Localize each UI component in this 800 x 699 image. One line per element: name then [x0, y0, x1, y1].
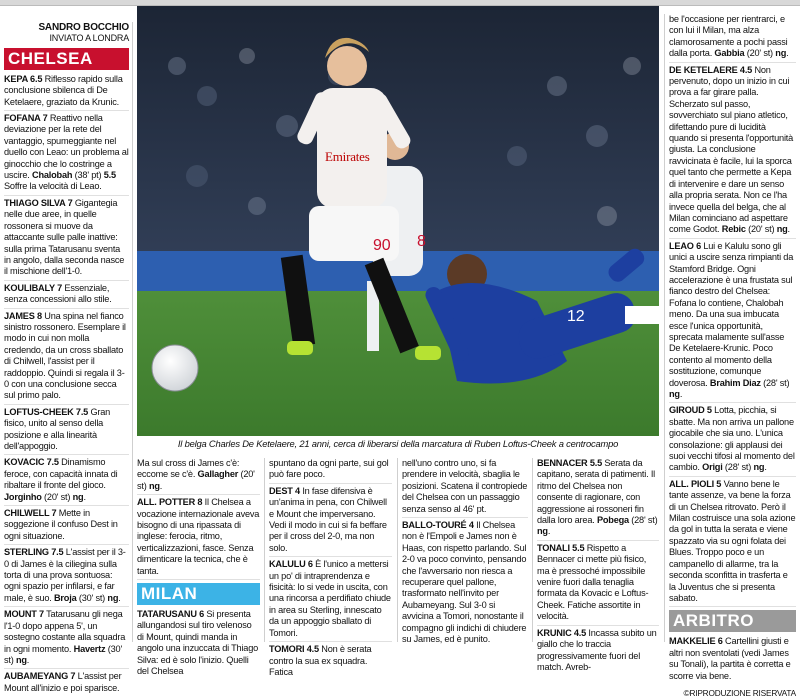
rating-text: (20' st): [41, 491, 73, 502]
player-rating: [4, 198, 129, 281]
player-rating: [4, 609, 129, 669]
ratings-list: [669, 14, 796, 684]
player-rating: [402, 520, 528, 647]
player-name-rating: STERLING 7.5: [4, 547, 64, 558]
column-rule: [532, 458, 533, 642]
rating-text: L'assist per il 3-0 di James è la ciliegina sulla torta di una prova sontuosa: ogni spazio per infilarsi, e far male, è suo.: [4, 547, 126, 603]
photo-shirt-sponsor: Emirates: [325, 149, 370, 164]
player-name-rating: CHILWELL 7: [4, 508, 57, 519]
rating-text: Essenziale, senza concessioni allo stile.: [4, 282, 112, 305]
player-name-rating: LOFTUS-CHEEK 7.5: [4, 406, 89, 417]
player-name-rating: ALL. PIOLI 5: [669, 478, 722, 489]
ratings-list: [537, 458, 659, 675]
rating-text: .: [679, 389, 683, 399]
rating-text: Non pervenuto, dopo un inizio in cui prova a far girare palla. Scherzato sul passo, sovverchiato sul piano atletico, difettando pure di lucidità quando si presenta l'opportunità giusta. La conclusione ravvicinata è facile, lui la sporca quel tanto che permette a Kepa di intervenire e dare un senso alla propria serata. Non ce l'ha invece quella del belga, che al Milan cominciano ad aspettare come Godot.: [669, 64, 794, 235]
column-1: [4, 22, 129, 693]
rating-text: .: [26, 654, 30, 665]
substitute-info: Chalobah: [32, 170, 73, 181]
player-name-rating: LEAO 6: [669, 240, 701, 251]
substitute-info: ng: [776, 224, 788, 235]
rating-text: (38' pt): [72, 170, 104, 181]
substitute-info: ng: [775, 48, 787, 59]
substitute-info: Gallagher: [197, 469, 239, 480]
ratings-list: [4, 74, 129, 696]
rating-text: Gran fisico, unito al senso della posizione e alla linearità dell'appoggio.: [4, 406, 111, 451]
column-5: [537, 458, 659, 672]
player-rating: [537, 628, 659, 676]
player-name-rating: THIAGO SILVA 7: [4, 197, 73, 208]
rating-text: Vanno bene le tante assenze, va bene la forza di un Chelsea ritrovato. Però il Milan costruisce una sola azione da gol in tutta la serata e viene spazzato via su ogni folata dei Blues. Troppo poco e un campanello di allarme, tra la seconda sconfitta in trasferta e la Juventus che si presenta sabato.: [669, 478, 796, 603]
player-rating: [669, 65, 796, 239]
player-rating: [269, 559, 392, 642]
rating-text: .: [764, 462, 767, 473]
rating-text: Non è serata contro la sua ex squadra. Fatica: [269, 644, 372, 677]
substitute-info: 5.5: [103, 170, 116, 181]
photo-number-chelsea: 12: [567, 308, 585, 325]
photo-illustration: [137, 6, 659, 436]
photo-caption: Il belga Charles De Ketelaere, 21 anni, cerca di liberarsi della marcatura di Ruben Loftus-Cheek a centrocampo: [177, 438, 619, 449]
player-name-rating: KRUNIC 4.5: [537, 627, 587, 638]
column-6: [669, 14, 796, 698]
player-name-rating: KOULIBALY 7: [4, 282, 63, 293]
rating-text: Reattivo nella deviazione per la rete del vantaggio, spumeggiante nel duello con Leao: un problema al ginocchio che lo costringe a uscire.: [4, 113, 129, 181]
rating-text: (28' st): [628, 515, 658, 526]
player-name-rating: TOMORI 4.5: [269, 644, 319, 655]
rating-text: (28' st): [722, 462, 754, 473]
rating-text: Una spina nel fianco sinistro rossonero. Esemplare il modo in cui non molla credendo, da un cross sballato di Chilwell, l'assist per il raddoppio. Quindi si regala il 3-0 con una conclusione secca sul primo palo.: [4, 310, 126, 401]
author-role: INVIATO A LONDRA: [49, 33, 129, 44]
photo-number-main: 90: [373, 237, 391, 254]
rating-text: Ma sul cross di James c'è: eccome se c'è.: [137, 458, 240, 480]
substitute-info: Jorginho: [4, 491, 42, 502]
rating-text: .: [786, 48, 789, 59]
player-name-rating: DE KETELAERE 4.5: [669, 64, 753, 75]
player-name-rating: AUBAMEYANG 7: [4, 671, 76, 682]
photo-number-back: 8: [417, 233, 426, 250]
match-photo: [137, 6, 659, 436]
ratings-list: [402, 458, 528, 648]
rating-text: Cartellini giusti e altri non sventolati (vedi James su Tonali), la partita è corretta e scorre via bene.: [669, 636, 791, 681]
section-arbitro: ARBITRO: [669, 610, 796, 632]
rating-text: (20' st): [744, 48, 776, 59]
player-name-rating: KEPA 6.5: [4, 73, 43, 84]
rating-text: Tatarusanu gli nega l'1-0 dopo appena 5', un sostegno costante alla squadra in ogni momento.: [4, 609, 126, 654]
substitute-info: Havertz: [73, 643, 106, 654]
player-name-rating: MAKKELIE 6: [669, 636, 723, 647]
column-rule: [397, 458, 398, 642]
rating-text: Rispetto a Bennacer ci mette più fisico, ma è pressoché impossibile venire fuori dalla tenaglia formata da Kovacic e Loftus-Cheek. Fatiche assortite in velocità.: [537, 542, 649, 622]
rating-text: L'assist per Mount all'inizio e poi sparisce.: [4, 671, 122, 693]
rating-text: Il Chelsea a vocazione internazionale aveva bisogno di una ripassata di inglese: ferocia, ritmo, verticalizzazioni, fasce. Senza dimenticare la tecnica, che è tanta.: [137, 497, 260, 576]
player-rating: [669, 241, 796, 404]
player-name-rating: TONALI 5.5: [537, 542, 585, 553]
player-name-rating: MOUNT 7: [4, 609, 44, 620]
player-rating: [4, 407, 129, 456]
player-name-rating: DEST 4: [269, 485, 300, 496]
player-name-rating: BALLO-TOURÉ 4: [402, 520, 474, 531]
column-rule: [264, 458, 265, 642]
rating-text: .: [159, 480, 163, 491]
substitute-info: Gabbia: [714, 48, 745, 59]
player-name-rating: ALL. POTTER 8: [137, 497, 203, 508]
ratings-list: [269, 458, 392, 680]
substitute-info: ng: [107, 592, 119, 603]
player-rating: [537, 543, 659, 626]
rating-text: nell'uno contro uno, si fa prendere in velocità, sbaglia le posizioni. Scatena il contropiede del Chelsea con un passaggio senza senso al 46' pt.: [402, 458, 528, 514]
player-name-rating: JAMES 8: [4, 310, 42, 321]
rating-text: spuntano da ogni parte, sui gol può fare poco.: [269, 458, 389, 480]
rating-text: Lui e Kalulu sono gli unici a uscire senza rimpianti da Stamford Bridge. Ogni accelerazione è una frustata sul fianco destro del Chelsea: Fofana lo contiene, Chalobah meno. Da una sua imbucata esce l'unica opportunità, sprecata malamente sull'asse De Ketelaere-Krunic. Poco contento al momento della sostituzione, comunque doverosa.: [669, 240, 794, 388]
substitute-info: Rebic: [721, 224, 746, 235]
substitute-info: Brahim Diaz: [709, 377, 761, 388]
rating-text: .: [118, 592, 121, 603]
rating-text: Il Chelsea non è l'Empoli e James non è Haas, con rispetto parlando. Sul 2-0 va poco convinto, pensando che l'avversario non riesca a recuperare quel pallone, trasformato nell'invito per Aubameyang. Sul 3-0 si avvicina a Tomori, nonostante il compagno gli indichi di chiudere su James, ed è punito.: [402, 520, 527, 645]
player-rating: [4, 547, 129, 607]
substitute-info: ng: [537, 526, 548, 537]
column-2: [137, 458, 260, 677]
column-rule: [132, 22, 133, 642]
player-rating: [137, 458, 260, 495]
rating-text: .: [547, 526, 551, 537]
rating-text: Si presenta allungandosi sul tiro velenoso di Mount, quindi manda in angolo una inzuccata di Thiago Silva: ed è solo l'inizio. Quelli del Chelsea: [137, 609, 259, 677]
author-byline: SANDRO BOCCHIO: [38, 22, 129, 33]
rating-text: .: [83, 491, 86, 502]
column-4: [402, 458, 528, 644]
section-chelsea: CHELSEA: [4, 48, 129, 70]
rating-text: (20' st): [745, 224, 777, 235]
substitute-info: Origi: [702, 462, 723, 473]
substitute-info: ng: [72, 491, 84, 502]
substitute-info: ng: [148, 480, 160, 491]
player-name-rating: FOFANA 7: [4, 113, 48, 124]
player-rating: [137, 497, 260, 580]
section-milan: MILAN: [137, 583, 260, 605]
player-rating: [402, 458, 528, 518]
player-rating: [4, 457, 129, 506]
player-rating: [4, 508, 129, 545]
player-rating: [4, 311, 129, 405]
player-rating: [4, 74, 129, 111]
rating-text: (30' st): [76, 592, 108, 603]
player-rating: [669, 405, 796, 476]
player-rating: [137, 609, 260, 679]
rating-text: be l'occasione per rientrarci, e con lui il Milan, ma alza clamorosamente a pochi passi dalla porta.: [669, 14, 788, 59]
rating-text: Incassa subito un giallo che lo traccia progressivamente fuori del match. Avreb-: [537, 627, 657, 672]
substitute-info: Pobega: [596, 515, 629, 526]
rating-text: (20' st): [137, 469, 255, 491]
player-rating: [269, 458, 392, 484]
rating-text: Soffre la velocità di Leao.: [4, 181, 102, 192]
rating-text: È l'unico a mettersi un po' di intraprendenza e fisicità: lo si vede in uscita, con una rincorsa a perdifiato chiude in area su Sterling, innescato da un appoggio sballato di Tomori.: [269, 559, 391, 638]
rating-text: In fase difensiva è un'anima in pena, con Chilwell e Mount che imperversano. Vedi il modo in cui si fa beffare per il cross del 2-0, ma non solo.: [269, 485, 387, 553]
substitute-info: ng: [15, 654, 27, 665]
substitute-info: ng: [669, 389, 680, 399]
rating-text: Serata da capitano, serata di patimenti. Il ritmo del Chelsea non consente di ragionare, con aggressione ai rossoneri fin dalla loro area.: [537, 458, 656, 526]
player-name-rating: TATARUSANU 6: [137, 609, 205, 620]
column-rule: [664, 14, 665, 642]
player-name-rating: GIROUD 5: [669, 405, 712, 416]
rating-text: (30' st): [4, 643, 123, 665]
player-name-rating: KOVACIC 7.5: [4, 457, 59, 468]
rating-text: Mette in soggezione il confuso Dest in ogni situazione.: [4, 508, 118, 541]
substitute-info: Broja: [54, 592, 77, 603]
ratings-list: [137, 458, 260, 680]
copyright-notice: ©RIPRODUZIONE RISERVATA: [683, 687, 796, 698]
player-rating: [669, 14, 796, 63]
player-rating: [4, 283, 129, 309]
player-rating: [4, 113, 129, 196]
player-rating: [4, 671, 129, 696]
player-rating: [269, 644, 392, 680]
football: [152, 345, 198, 391]
rating-text: Gigantegia nelle due aree, in quelle rossonera si muove da attaccante sulle palle inattive: sulla prima Tatarusanu sventa in angolo, dalla seconda nasce il mischione dell'1-0.: [4, 197, 125, 277]
rating-text: .: [787, 224, 790, 235]
player-rating: [669, 479, 796, 607]
column-3: [269, 458, 392, 677]
player-name-rating: BENNACER 5.5: [537, 458, 602, 468]
rating-text: Dinamismo feroce, con capacità innata di ribaltare il fronte del gioco.: [4, 457, 118, 491]
player-rating: [269, 486, 392, 557]
rating-text: Riflesso rapido sulla conclusione sbilenca di De Ketelaere, graziato da Krunic.: [4, 73, 123, 107]
player-rating: [537, 458, 659, 541]
rating-text: Lotta, picchia, si sbatte. Ma non arriva un pallone giocabile che sia uno. L'unica consolazione: gli applausi dei suoi vecchi tifosi al momento del cambio.: [669, 405, 795, 473]
substitute-info: ng: [753, 462, 765, 473]
player-rating: [669, 636, 796, 684]
player-name-rating: KALULU 6: [269, 559, 313, 570]
rating-text: (28' st): [760, 377, 790, 388]
